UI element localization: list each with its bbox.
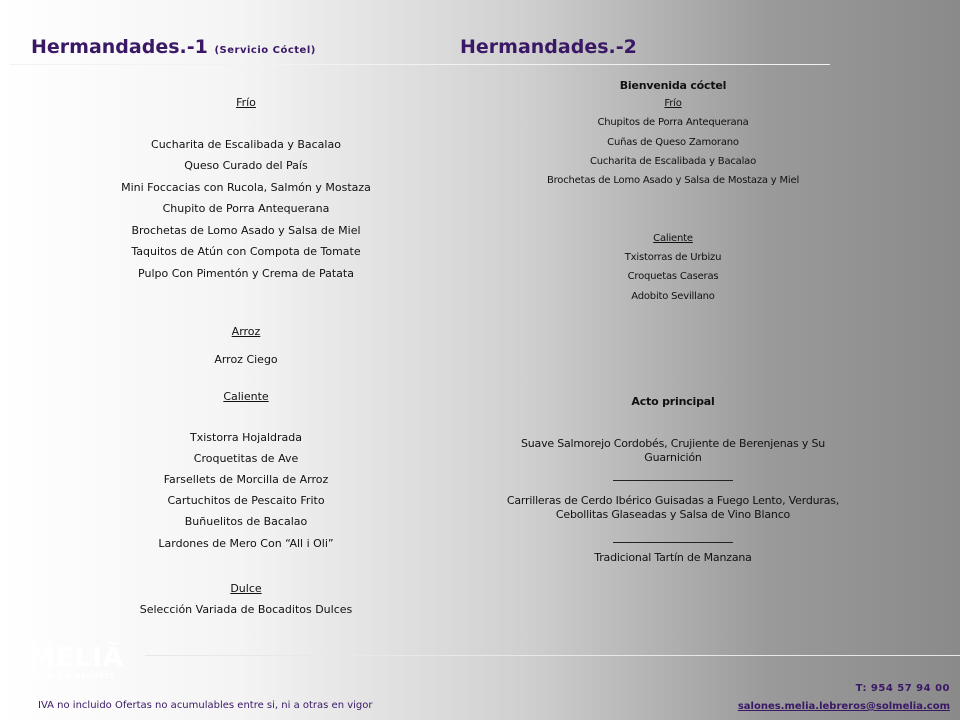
menu-right-column — [478, 0, 868, 640]
list-item: Arroz Ciego — [214, 353, 278, 366]
list-item: Cucharita de Escalibada y Bacalao — [589, 156, 757, 167]
list-item: Adobito Sevillano — [631, 291, 715, 302]
list-item: Cartuchitos de Pescaito Frito — [167, 494, 325, 507]
list-item: Croquetas Caseras — [627, 271, 719, 282]
logo-name: MELIÃ — [29, 643, 124, 673]
title-left-main: Hermandades.-1 — [31, 36, 208, 58]
section-heading-caliente: Caliente — [653, 233, 693, 244]
list-item: Carrilleras de Cerdo Ibérico Guisadas a Fuego Lento, Verduras, Cebollitas Glaseadas y Salsa de Vino Blanco — [506, 494, 840, 521]
list-item: Pulpo Con Pimentón y Crema de Patata — [138, 267, 354, 280]
section-heading-bienvenida: Bienvenida cóctel — [619, 79, 727, 92]
section-heading-acto-principal: Acto principal — [631, 395, 715, 408]
footer-note: IVA no incluido Ofertas no acumulables entre si, ni a otras en vigor — [38, 700, 373, 711]
title-left-sub: (Servicio Cóctel) — [214, 45, 316, 56]
section-heading-frio: Frío — [664, 98, 682, 109]
section-heading-frio: Frío — [236, 96, 256, 109]
list-item: Selección Variada de Bocaditos Dulces — [139, 603, 353, 616]
contact-email-link[interactable]: salones.melia.lebreros@solmelia.com — [737, 701, 950, 712]
list-item: Taquitos de Atún con Compota de Tomate — [131, 245, 361, 258]
course-divider — [613, 480, 733, 481]
list-item: Buñuelitos de Bacalao — [184, 515, 308, 528]
page-title-right: Hermandades.-2 — [460, 36, 637, 58]
section-heading-caliente: Caliente — [223, 390, 269, 403]
footer-divider — [145, 655, 960, 656]
list-item: Brochetas de Lomo Asado y Salsa de Miel — [131, 224, 361, 237]
list-item: Txistorra Hojaldrada — [190, 431, 302, 444]
list-item: Txistorras de Urbizu — [624, 252, 722, 263]
list-item: Cucharita de Escalibada y Bacalao — [151, 138, 341, 151]
section-heading-dulce: Dulce — [230, 582, 262, 595]
list-item: Tradicional Tartín de Manzana — [594, 551, 752, 564]
contact-phone: T: 954 57 94 00 — [855, 683, 950, 694]
logo-tagline: HOTELS & RESORTS — [29, 672, 115, 680]
section-heading-arroz: Arroz — [231, 325, 261, 338]
list-item: Cuñas de Queso Zamorano — [607, 137, 739, 148]
list-item: Chupito de Porra Antequerana — [162, 202, 330, 215]
list-item: Lardones de Mero Con “All i Oli” — [158, 537, 334, 550]
list-item: Suave Salmorejo Cordobés, Crujiente de Berenjenas y Su Guarnición — [520, 437, 826, 464]
list-item: Croquetitas de Ave — [193, 452, 299, 465]
list-item: Mini Foccacias con Rucola, Salmón y Mostaza — [121, 181, 371, 194]
list-item: Brochetas de Lomo Asado y Salsa de Mostaza y Miel — [546, 175, 800, 186]
menu-left-column — [50, 0, 442, 640]
list-item: Farsellets de Morcilla de Arroz — [163, 473, 329, 486]
course-divider — [613, 542, 733, 543]
melia-logo — [29, 644, 124, 680]
list-item: Queso Curado del País — [184, 159, 308, 172]
list-item: Chupitos de Porra Antequerana — [597, 117, 749, 128]
